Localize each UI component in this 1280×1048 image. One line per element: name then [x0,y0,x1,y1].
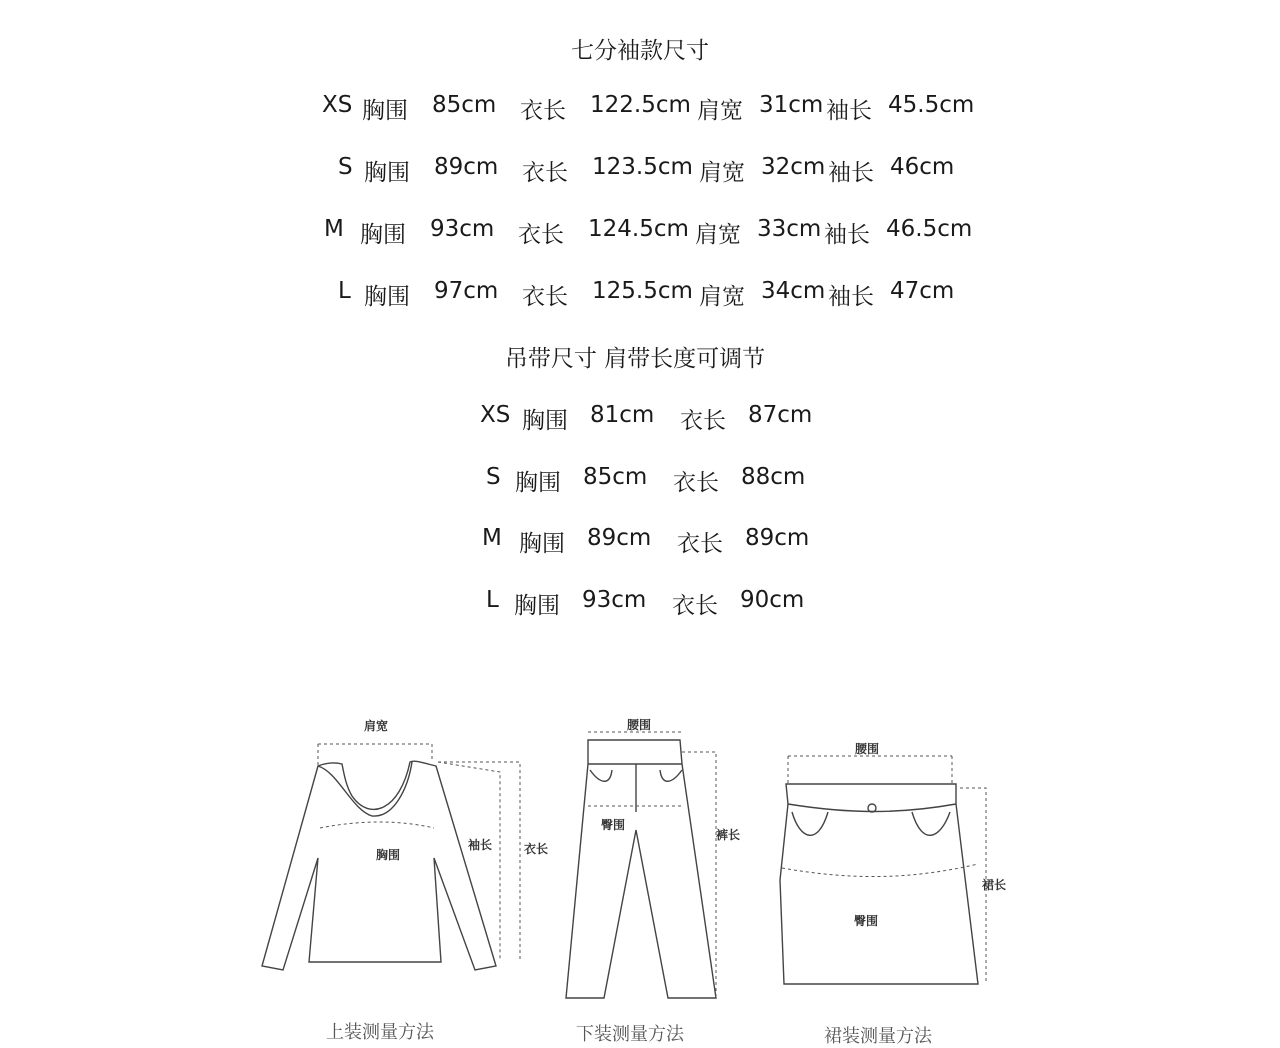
top-chest-label: 胸围 [376,848,401,862]
sleeve-chest-label: 胸围 [362,98,408,124]
sleeve-row [0,278,1280,312]
strap-chest: 93cm [582,587,647,613]
sleeve-size: S [338,154,353,180]
sleeve-length: 123.5cm [592,154,693,180]
sleeve-sleeve: 46cm [890,154,955,180]
strap-length-label: 衣长 [680,408,726,434]
top-measure-caption: 上装测量方法 [326,1022,434,1043]
strap-section-title: 吊带尺寸 肩带长度可调节 [504,346,766,372]
strap-size: L [486,587,499,613]
sleeve-shoulder-label: 肩宽 [699,284,745,310]
garment-outlines [0,700,1280,1048]
sleeve-length-label: 衣长 [522,160,568,186]
sleeve-length-label: 衣长 [522,284,568,310]
sleeve-shoulder-label: 肩宽 [699,160,745,186]
sleeve-sleeve: 47cm [890,278,955,304]
strap-row [0,525,1280,559]
sleeve-sleeve: 46.5cm [886,216,973,242]
sleeve-row [0,216,1280,250]
strap-size: XS [480,402,511,428]
strap-chest: 85cm [583,464,648,490]
strap-chest-label: 胸围 [515,470,561,496]
sleeve-chest-label: 胸围 [364,160,410,186]
pants-garment-outline [566,740,716,998]
strap-row [0,464,1280,498]
pants-waist-label: 腰围 [627,718,652,732]
strap-chest: 89cm [587,525,652,551]
sleeve-sleeve-label: 袖长 [828,284,874,310]
sleeve-size: M [324,216,344,242]
strap-length: 88cm [741,464,806,490]
strap-chest: 81cm [590,402,655,428]
strap-size: S [486,464,501,490]
sleeve-shoulder-label: 肩宽 [695,222,741,248]
sleeve-length: 122.5cm [590,92,691,118]
sleeve-section-title: 七分袖款尺寸 [571,38,709,64]
strap-length: 87cm [748,402,813,428]
top-length-label: 衣长 [524,842,549,856]
sleeve-shoulder: 34cm [761,278,826,304]
strap-row [0,402,1280,436]
sleeve-shoulder: 31cm [759,92,824,118]
sleeve-shoulder: 32cm [761,154,826,180]
strap-length-label: 衣长 [673,470,719,496]
sleeve-chest: 85cm [432,92,497,118]
strap-chest-label: 胸围 [522,408,568,434]
sleeve-shoulder-label: 肩宽 [697,98,743,124]
skirt-measure-caption: 裙装测量方法 [824,1026,932,1047]
sleeve-sleeve-label: 袖长 [826,98,872,124]
sleeve-size: XS [322,92,353,118]
sleeve-length: 125.5cm [592,278,693,304]
strap-size: M [482,525,502,551]
sleeve-size: L [338,278,351,304]
strap-chest-label: 胸围 [519,531,565,557]
strap-length: 89cm [745,525,810,551]
sleeve-sleeve: 45.5cm [888,92,975,118]
skirt-garment-outline [780,784,978,984]
sleeve-sleeve-label: 袖长 [824,222,870,248]
strap-chest-label: 胸围 [514,593,560,619]
pants-length-label: 裤长 [716,828,741,842]
sleeve-shoulder: 33cm [757,216,822,242]
sleeve-chest: 97cm [434,278,499,304]
sleeve-length: 124.5cm [588,216,689,242]
pants-measure-caption: 下装测量方法 [576,1024,684,1045]
sleeve-chest-label: 胸围 [360,222,406,248]
pants-hip-label: 臀围 [601,818,626,832]
measurement-diagrams [0,700,1280,1048]
sleeve-chest-label: 胸围 [364,284,410,310]
top-sleeve-label: 袖长 [468,838,493,852]
sleeve-sleeve-label: 袖长 [828,160,874,186]
skirt-length-label: 裙长 [982,878,1007,892]
skirt-waist-label: 腰围 [855,742,880,756]
strap-row [0,587,1280,621]
sleeve-chest: 89cm [434,154,499,180]
sleeve-length-label: 衣长 [520,98,566,124]
strap-length-label: 衣长 [677,531,723,557]
top-shoulder-label: 肩宽 [364,719,389,733]
sleeve-length-label: 衣长 [518,222,564,248]
strap-length: 90cm [740,587,805,613]
sleeve-row [0,92,1280,126]
skirt-hip-label: 臀围 [854,914,879,928]
top-garment-outline [262,761,496,970]
sleeve-chest: 93cm [430,216,495,242]
strap-length-label: 衣长 [672,593,718,619]
sleeve-row [0,154,1280,188]
